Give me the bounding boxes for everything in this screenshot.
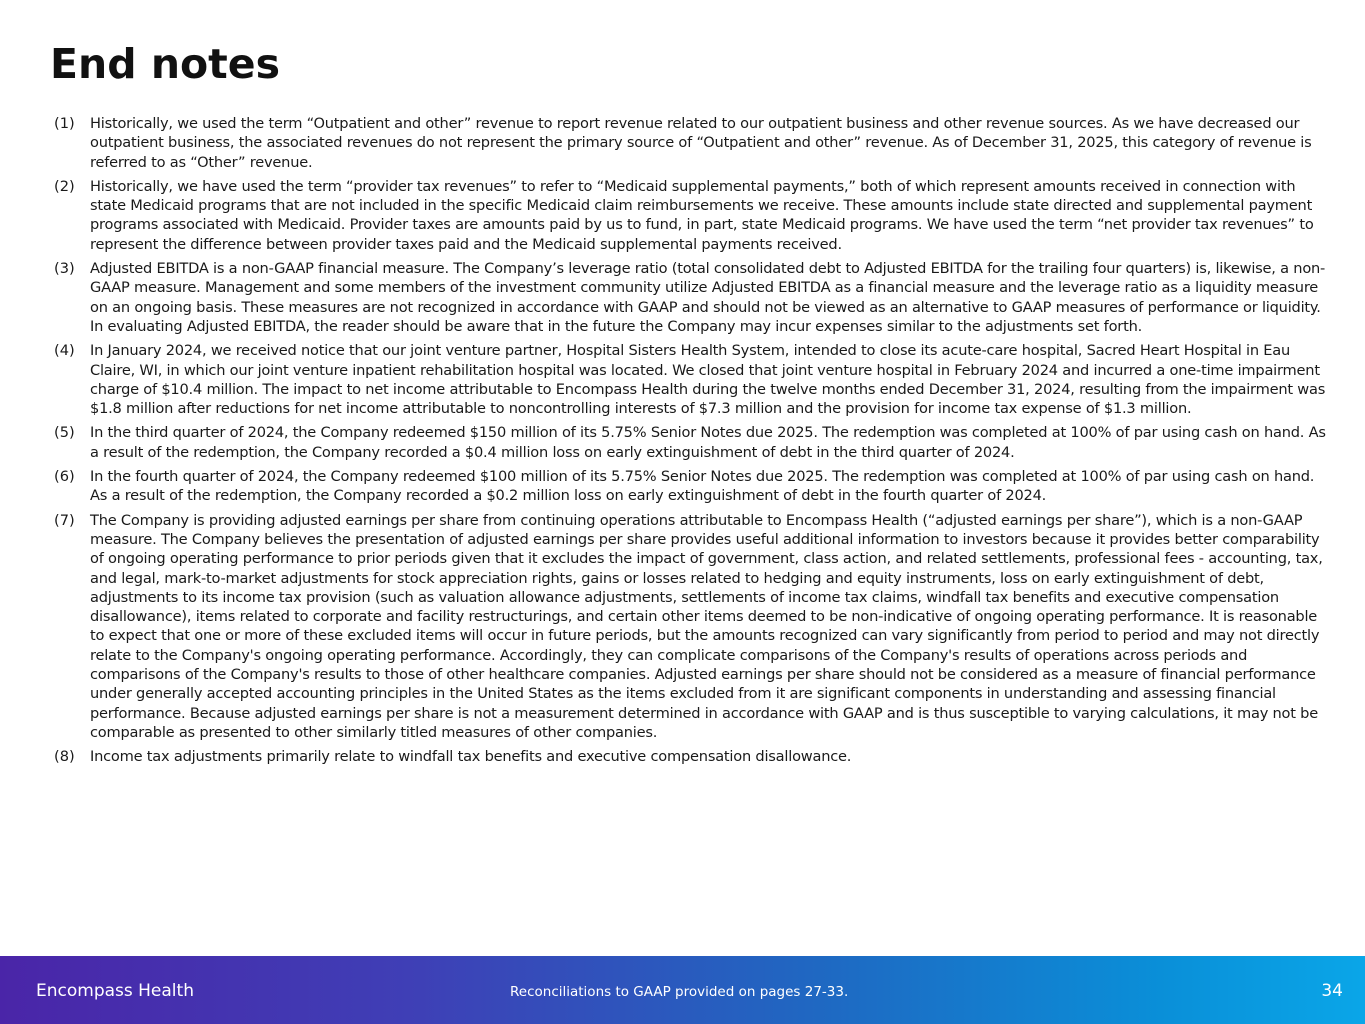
end-note-8 <box>54 747 1330 766</box>
end-note-number: (4) <box>54 342 75 360</box>
end-note-text: In January 2024, we received notice that our joint venture partner, Hospital Sisters Health System, intended to close its acute-care hospital, Sacred Heart Hospital in Eau Claire, WI, in which our joint venture inpatient rehabilitation hospital was located. We closed that joint venture hospital in February 2024 and incurred a one-time impairment charge of $10.4 million. The impact to net income attributable to Encompass Health during the twelve months ended December 31, 2024, resulting from the impairment was $1.8 million after reductions for net income attributable to noncontrolling interests of $7.3 million and the provision for income tax expense of $1.3 million. <box>90 342 1326 418</box>
page-number: 34 <box>1321 981 1343 1001</box>
end-note-text: Historically, we used the term “Outpatient and other” revenue to report revenue related to our outpatient business and other revenue sources. As we have decreased our outpatient business, the associated revenues do not represent the primary source of “Outpatient and other” revenue. As of December 31, 2025, this category of revenue is referred to as “Other” revenue. <box>90 115 1312 171</box>
end-note-text: In the fourth quarter of 2024, the Company redeemed $100 million of its 5.75% Senior Notes due 2025. The redemption was completed at 100% of par using cash on hand. As a result of the redemption, the Company recorded a $0.2 million loss on early extinguishment of debt in the fourth quarter of 2024. <box>90 468 1315 505</box>
end-note-text: In the third quarter of 2024, the Company redeemed $150 million of its 5.75% Senior Notes due 2025. The redemption was completed at 100% of par using cash on hand. As a result of the redemption, the Company recorded a $0.4 million loss on early extinguishment of debt in the third quarter of 2024. <box>90 424 1326 461</box>
end-note-number: (6) <box>54 468 75 486</box>
end-note-text: The Company is providing adjusted earnings per share from continuing operations attributable to Encompass Health (“adjusted earnings per share”), which is a non-GAAP measure. The Company believes the presentation of adjusted earnings per share provides useful additional information to investors because it provides better comparability of ongoing operating performance to prior periods given that it excludes the impact of government, class action, and related settlements, professional fees - accounting, tax, and legal, mark-to-market adjustments for stock appreciation rights, gains or losses related to hedging and equity instruments, loss on early extinguishment of debt, adjustments to its income tax provision (such as valuation allowance adjustments, settlements of income tax claims, windfall tax benefits and executive compensation disallowance), items related to corporate and facility restructurings, and certain other items deemed to be non-indicative of ongoing operating performance. It is reasonable to expect that one or more of these excluded items will occur in future periods, but the amounts recognized can vary significantly from period to period and may not directly relate to the Company's ongoing operating performance. Accordingly, they can complicate comparisons of the Company's results of operations across periods and comparisons of the Company's results to those of other healthcare companies. Adjusted earnings per share should not be considered as a measure of financial performance under generally accepted accounting principles in the United States as the items excluded from it are significant components in understanding and assessing financial performance. Because adjusted earnings per share is not a measurement determined in accordance with GAAP and is thus susceptible to varying calculations, it may not be comparable as presented to other similarly titled measures of other companies. <box>90 511 1323 741</box>
end-note-number: (1) <box>54 115 75 132</box>
end-note-number: (7) <box>54 511 75 529</box>
end-note-7 <box>54 511 1330 743</box>
end-note-number: (5) <box>54 424 75 442</box>
end-note-5 <box>54 423 1330 462</box>
end-note-number: (2) <box>54 177 75 195</box>
end-note-2 <box>54 177 1330 254</box>
page-title: End notes <box>50 40 280 88</box>
footer-brand: Encompass Health <box>36 981 194 1001</box>
end-note-6 <box>54 467 1330 506</box>
end-notes-list <box>54 114 1330 772</box>
end-note-3 <box>54 259 1330 336</box>
end-note-number: (8) <box>54 748 75 766</box>
end-note-number: (3) <box>54 260 75 278</box>
end-note-text: Adjusted EBITDA is a non-GAAP financial measure. The Company’s leverage ratio (total consolidated debt to Adjusted EBITDA for the trailing four quarters) is, likewise, a non-GAAP measure. Management and some members of the investment community utilize Adjusted EBITDA as a financial measure and the leverage ratio as a liquidity measure on an ongoing basis. These measures are not recognized in accordance with GAAP and should not be viewed as an alternative to GAAP measures of performance or liquidity. In evaluating Adjusted EBITDA, the reader should be aware that in the future the Company may incur expenses similar to the adjustments set forth. <box>90 260 1326 335</box>
end-note-text: Income tax adjustments primarily relate to windfall tax benefits and executive compensation disallowance. <box>90 748 852 766</box>
end-note-text: Historically, we have used the term “provider tax revenues” to refer to “Medicaid supplemental payments,” both of which represent amounts received in connection with state Medicaid programs that are not included in the specific Medicaid claim reimbursements we receive. These amounts include state directed and supplemental payment programs associated with Medicaid. Provider taxes are amounts paid by us to fund, in part, state Medicaid programs. We have used the term “net provider tax revenues” to represent the difference between provider taxes paid and the Medicaid supplemental payments received. <box>90 177 1314 253</box>
end-note-1 <box>54 114 1330 172</box>
footer-reconciliation-note: Reconciliations to GAAP provided on pages 27-33. <box>510 984 849 1000</box>
end-note-4 <box>54 341 1330 418</box>
